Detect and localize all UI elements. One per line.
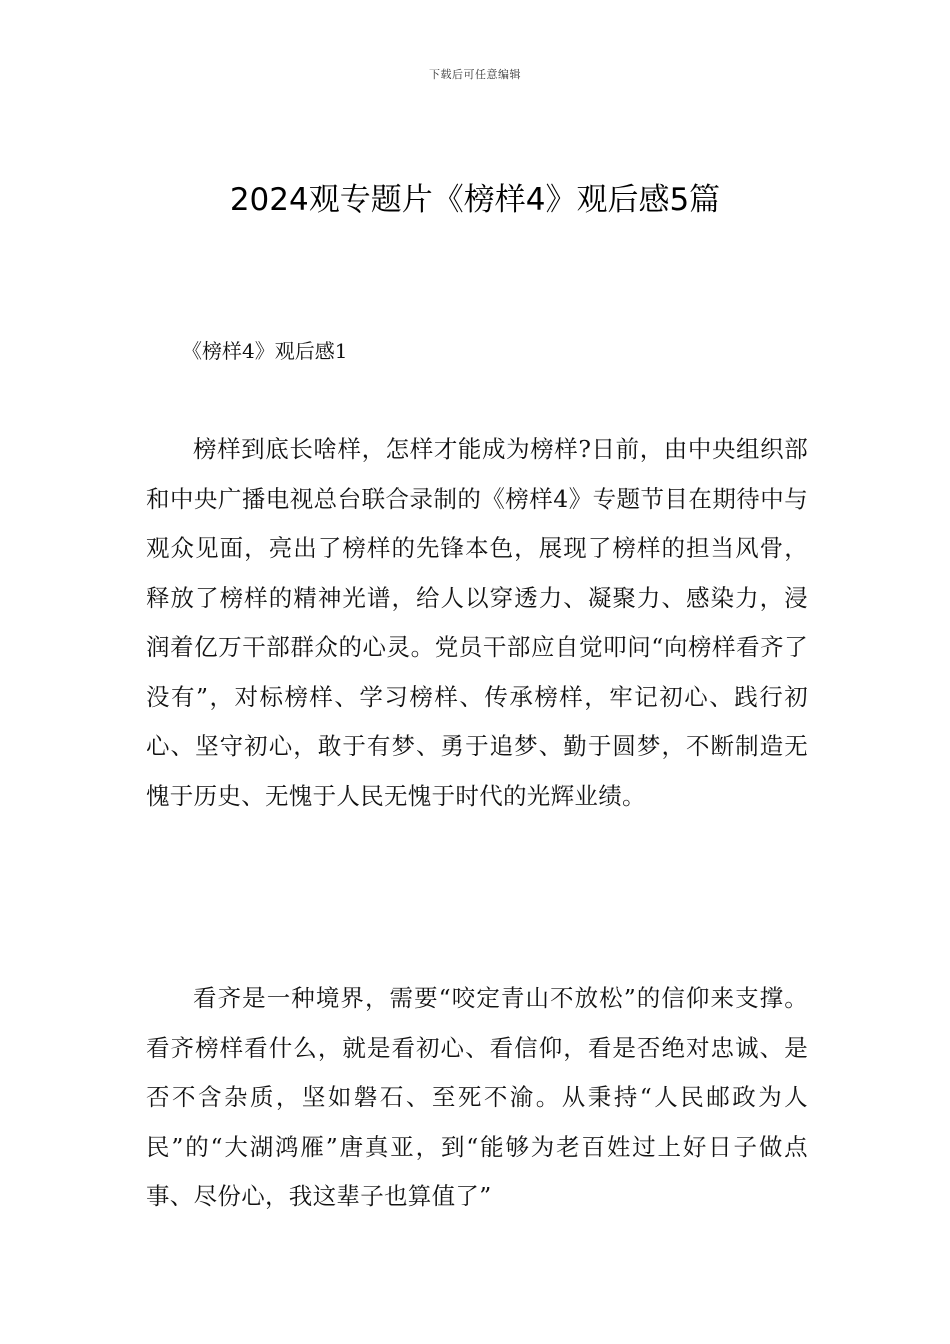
body-paragraph-2: 看齐是一种境界，需要“咬定青山不放松”的信仰来支撑。看齐榜样看什么，就是看初心、看信仰，看是否绝对忠诚、是否不含杂质，坚如磐石、至死不渝。从秉持“人民邮政为人民”的“大湖鸿雁”唐真亚，到“能够为老百姓过上好日子做点事、尽份心，我这辈子也算值了” <box>146 984 808 1210</box>
document-title: 2024观专题片《榜样4》观后感5篇 <box>229 182 721 218</box>
page-header-note: 下载后可任意编辑 <box>429 68 521 81</box>
section-heading: 《榜样4》观后感1 <box>182 339 348 363</box>
body-paragraph-1: 榜样到底长啥样，怎样才能成为榜样?日前，由中央组织部和中央广播电视总台联合录制的《榜样4》专题节目在期待中与观众见面，亮出了榜样的先锋本色，展现了榜样的担当风骨，释放了榜样的精神光谱，给人以穿透力、凝聚力、感染力，浸润着亿万干部群众的心灵。党员干部应自觉叩问“向榜样看齐了没有”，对标榜样、学习榜样、传承榜样，牢记初心、践行初心、坚守初心，敢于有梦、勇于追梦、勤于圆梦，不断制造无愧于历史、无愧于人民无愧于时代的光辉业绩。 <box>146 435 808 810</box>
